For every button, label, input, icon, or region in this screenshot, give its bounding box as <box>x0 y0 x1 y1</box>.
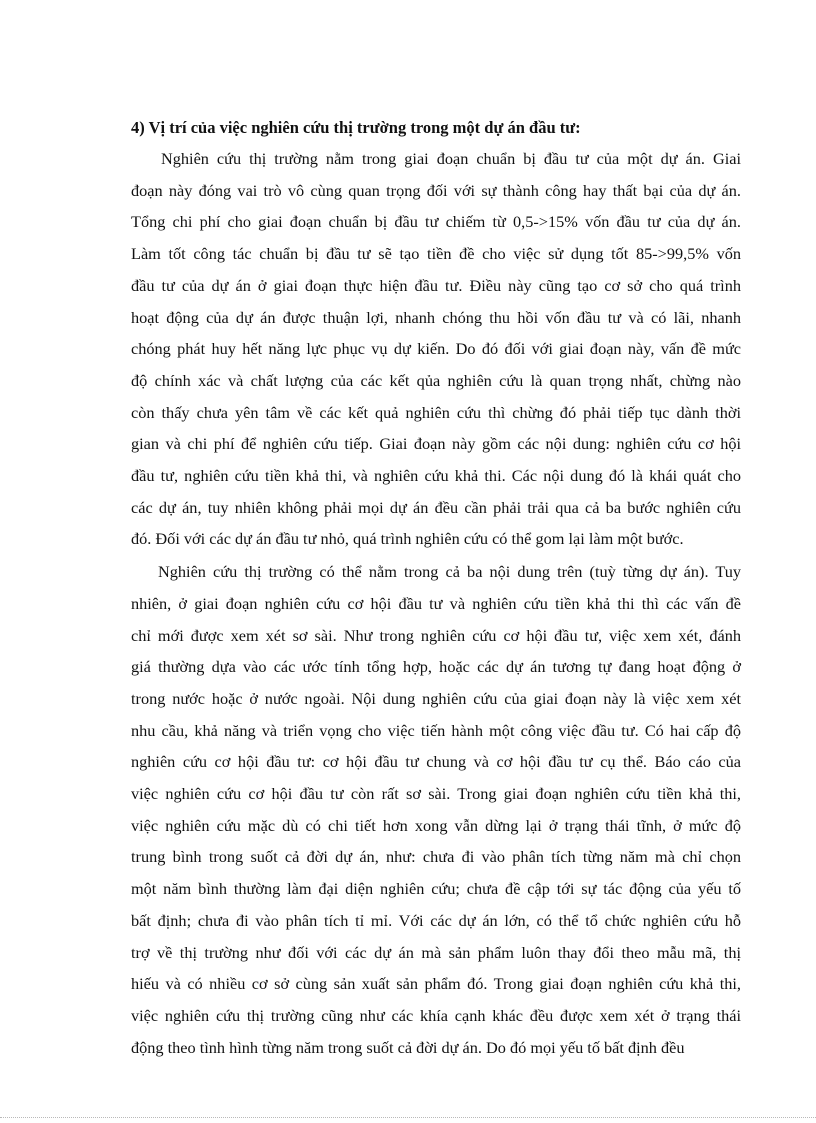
text-line: đó. Đối với các dự án đầu tư nhỏ, quá trình nghiên cứu có thể gom lại làm một bước. <box>131 529 684 549</box>
text-line: chỉ mới được xem xét sơ sài. Như trong nghiên cứu cơ hội đầu tư, việc xem xét, đánh <box>131 625 741 645</box>
text-line: độ chính xác và chất lượng của các kết qủa nghiên cứu là quan trọng nhất, chừng nào <box>131 370 741 390</box>
document-body <box>131 112 741 1063</box>
text-line: hoạt động của dự án được thuận lợi, nhanh chóng thu hồi vốn đầu tư và có lãi, nhanh <box>131 307 741 327</box>
text-line: Làm tốt công tác chuẩn bị đầu tư sẽ tạo tiền đề cho việc sử dụng tốt 85->99,5% vốn <box>131 244 741 264</box>
text-line: việc nghiên cứu mặc dù có chi tiết hơn xong vẫn dừng lại ở trạng thái tĩnh, ở mức độ <box>131 815 741 835</box>
text-line: Nghiên cứu thị trường có thể nằm trong cả ba nội dung trên (tuỳ từng dự án). Tuy <box>158 562 741 582</box>
text-line: trung bình trong suốt cả đời dự án, như: chưa đi vào phân tích từng năm mà chỉ chọn <box>131 847 741 867</box>
text-line: còn thấy chưa yên tâm về các kết quả nghiên cứu thì chừng đó phải tiếp tục dành thời <box>131 402 741 422</box>
text-line: Tổng chi phí cho giai đoạn chuẩn bị đầu tư chiếm từ 0,5->15% vốn đầu tư của dự án. <box>131 212 741 232</box>
text-line: các dự án, tuy nhiên không phải mọi dự án đều cần phải trải qua cả ba bước nghiên cứu <box>131 497 741 517</box>
text-line: nghiên cứu cơ hội đầu tư: cơ hội đầu tư chung và cơ hội đầu tư cụ thể. Báo cáo của <box>131 752 741 772</box>
text-line: việc nghiên cứu thị trường cũng như các khía cạnh khác đều được xem xét ở trạng thái <box>131 1005 741 1025</box>
text-line: nhiên, ở giai đoạn nghiên cứu cơ hội đầu tư và nghiên cứu tiền khả thi thì các vấn đề <box>131 593 741 613</box>
page-bottom-divider <box>0 1117 816 1118</box>
text-line: trong nước hoặc ở nước ngoài. Nội dung nghiên cứu của giai đoạn này là việc xem xét <box>131 688 741 708</box>
paragraph-2 <box>131 556 741 1063</box>
text-line: chóng phát huy hết năng lực phục vụ dự kiến. Do đó đối với giai đoạn này, vấn đề mức <box>131 339 741 359</box>
text-line: trợ về thị trường như đối với các dự án mà sản phẩm luôn thay đổi theo mẫu mã, thị <box>131 942 741 962</box>
text-line: đầu tư của dự án ở giai đoạn thực hiện đầu tư. Điều này cũng tạo cơ sở cho quá trình <box>131 275 741 295</box>
text-line: Nghiên cứu thị trường nằm trong giai đoạn chuẩn bị đầu tư của một dự án. Giai <box>161 149 741 168</box>
text-line: bất định; chưa đi vào phân tích tỉ mỉ. Với các dự án lớn, có thể tổ chức nghiên cứu hỗ <box>131 910 741 930</box>
text-line: gian và chi phí để nghiên cứu tiếp. Giai đoạn này gồm các nội dung: nghiên cứu cơ hội <box>131 434 741 454</box>
text-line: đoạn này đóng vai trò vô cùng quan trọng đối với sự thành công hay thất bại của dự án. <box>131 180 741 200</box>
text-line: hiếu và có nhiều cơ sở cùng sản xuất sản phẩm đó. Trong giai đoạn nghiên cứu khả thi, <box>131 974 741 994</box>
section-heading: 4) Vị trí của việc nghiên cứu thị trường trong một dự án đầu tư: <box>131 118 581 137</box>
text-line: đầu tư, nghiên cứu tiền khả thi, và nghiên cứu khả thi. Các nội dung đó là khái quát cho <box>131 466 741 486</box>
text-line: giá thường dựa vào các ước tính tổng hợp, hoặc các dự án tương tự đang hoạt động ở <box>131 657 741 677</box>
paragraph-1 <box>131 143 741 555</box>
text-line: việc nghiên cứu cơ hội đầu tư còn rất sơ sài. Trong giai đoạn nghiên cứu tiền khả thi, <box>131 784 741 804</box>
text-line: một năm bình thường làm đại diện nghiên cứu; chưa đề cập tới sự tác động của yếu tố <box>131 879 741 899</box>
text-line: nhu cầu, khả năng và triển vọng cho việc tiến hành một công việc đầu tư. Có hai cấp độ <box>131 720 741 740</box>
text-line: động theo tình hình từng năm trong suốt cả đời dự án. Do đó mọi yếu tố bất định đều <box>131 1037 685 1057</box>
